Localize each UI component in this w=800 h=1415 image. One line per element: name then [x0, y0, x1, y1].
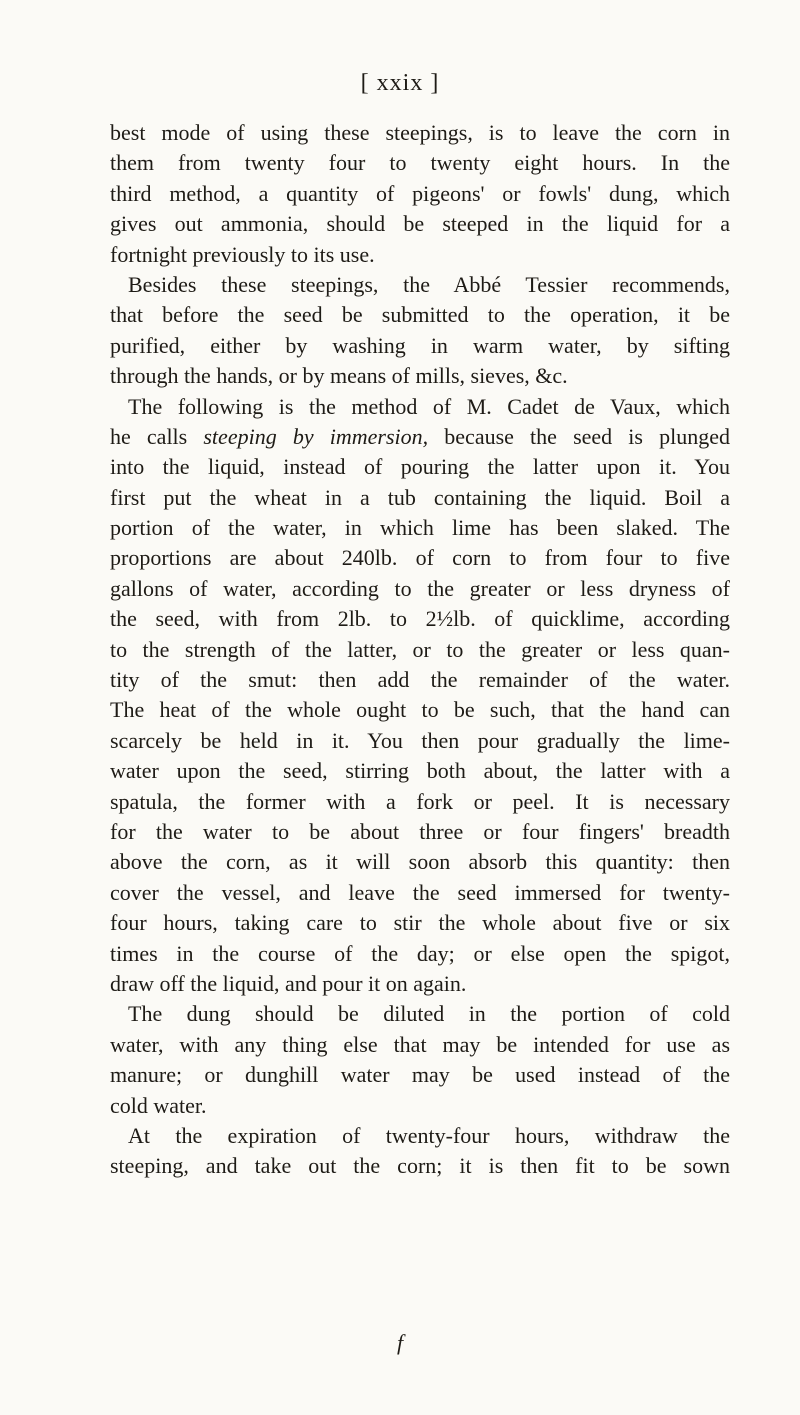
text-line: cover the vessel, and leave the seed immersed for twenty- [110, 879, 730, 905]
text-line: water upon the seed, stirring both about, the latter with a [110, 758, 730, 784]
text-line: portion of the water, in which lime has been slaked. The [110, 515, 730, 541]
text-line: four hours, taking care to stir the whole about five or six [110, 910, 730, 936]
text-line: manure; or dunghill water may be used instead of the [110, 1062, 730, 1088]
text-line: At the expiration of twenty-four hours, withdraw the [128, 1122, 730, 1148]
text-line: that before the seed be submitted to the operation, it be [110, 302, 730, 328]
page-number-header: [ xxix ] [360, 70, 440, 96]
text-line: best mode of using these steepings, is to leave the corn in [110, 120, 730, 145]
text-line: third method, a quantity of pigeons' or fowls' dung, which [110, 180, 730, 206]
italic-phrase: steeping by immersion, [203, 423, 429, 449]
text-line: steeping, and take out the corn; it is then fit to be sown [110, 1153, 730, 1179]
text-line: he calls steeping by immersion, because the seed is plunged [110, 423, 730, 449]
text-line: Besides these steepings, the Abbé Tessier recommends, [128, 271, 730, 297]
text-line: tity of the smut: then add the remainder of the water. [110, 667, 730, 693]
text-line: The heat of the whole ought to be such, that the hand can [110, 697, 730, 723]
text-line: the seed, with from 2lb. to 2½lb. of quicklime, according [110, 606, 730, 632]
text-line: gallons of water, according to the greater or less dryness of [110, 575, 730, 601]
text-line: gives out ammonia, should be steeped in the liquid for a [110, 211, 730, 237]
text-line: for the water to be about three or four fingers' breadth [110, 818, 730, 844]
text-line: The dung should be diluted in the portion of cold [128, 1001, 730, 1027]
text-line: to the strength of the latter, or to the greater or less quan- [110, 636, 730, 662]
text-line: proportions are about 240lb. of corn to from four to five [110, 545, 730, 571]
text-line: above the corn, as it will soon absorb this quantity: then [110, 849, 730, 875]
text-line: scarcely be held in it. You then pour gradually the lime- [110, 727, 730, 753]
text-line: through the hands, or by means of mills, sieves, &c. [110, 363, 568, 389]
text-line: The following is the method of M. Cadet de Vaux, which [128, 393, 730, 419]
body-text [110, 118, 730, 1182]
text-line: water, with any thing else that may be intended for use as [110, 1031, 730, 1057]
text-line: spatula, the former with a fork or peel. It is necessary [110, 788, 730, 814]
text-line: them from twenty four to twenty eight hours. In the [110, 150, 730, 176]
text-line: first put the wheat in a tub containing the liquid. Boil a [110, 484, 730, 510]
text-line: times in the course of the day; or else open the spigot, [110, 940, 730, 966]
text-line: draw off the liquid, and pour it on again. [110, 970, 467, 996]
text-line: purified, either by washing in warm water, by sifting [110, 332, 730, 358]
text-line: cold water. [110, 1092, 207, 1118]
text-line: into the liquid, instead of pouring the latter upon it. You [110, 454, 730, 480]
catchword: f [396, 1330, 404, 1355]
text-line: fortnight previously to its use. [110, 241, 375, 267]
